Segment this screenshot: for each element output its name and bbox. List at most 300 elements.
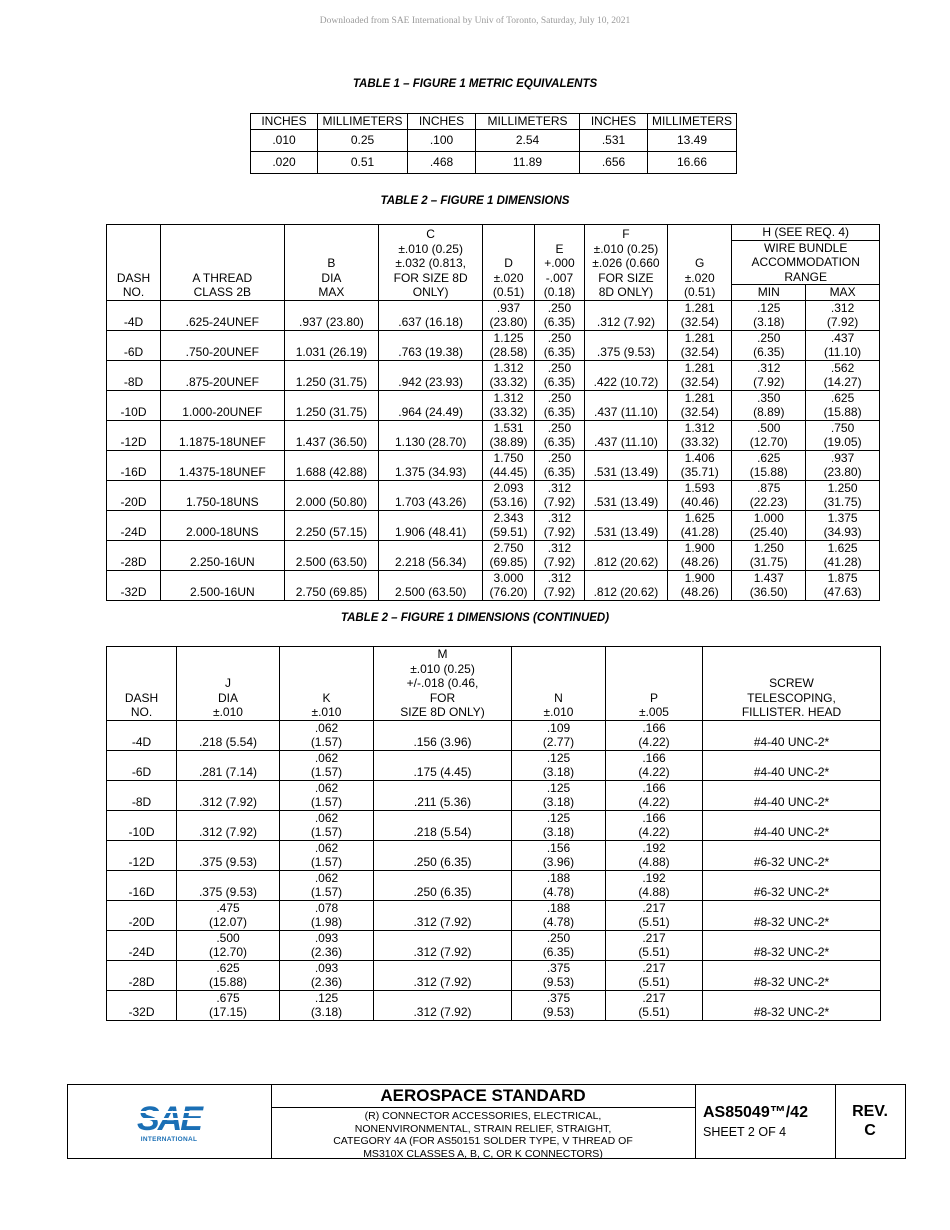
table2-cell-a	[161, 450, 285, 480]
table2-cell-g	[667, 480, 731, 510]
table1-cell: 0.51	[318, 151, 408, 173]
table2-cell-f	[584, 420, 667, 450]
cell-line: .125	[546, 750, 571, 765]
table2-cell-max	[806, 570, 880, 600]
table2-row	[107, 360, 880, 390]
table3-cell-m	[374, 900, 512, 930]
sae-logo-icon	[68, 1085, 271, 1158]
header-line: D	[504, 256, 513, 270]
table3-cell-p	[606, 810, 703, 840]
table2-cell-a	[161, 330, 285, 360]
header-line: ±.005	[639, 705, 669, 719]
table2-row	[107, 570, 880, 600]
table2-cell-dash	[107, 540, 161, 570]
cell-line: .166	[642, 780, 666, 795]
cell-line: (6.35)	[753, 345, 785, 359]
table3-row	[107, 930, 881, 960]
sae-logo-subtext: INTERNATIONAL	[140, 1136, 198, 1143]
cell-line: (25.40)	[749, 525, 788, 539]
table3-cell-k	[280, 930, 374, 960]
header-line: ±.010	[213, 705, 243, 719]
cell-line: (4.22)	[638, 765, 670, 779]
cell-line: (69.85)	[489, 555, 528, 569]
table2-cell-f	[584, 360, 667, 390]
cell-line: 1.900	[684, 540, 715, 555]
table2-cell-dash	[107, 360, 161, 390]
table2-cell-e	[535, 420, 585, 450]
revision-value: C	[864, 1122, 876, 1139]
header-line: FILLISTER. HEAD	[741, 705, 842, 719]
header-line: SIZE 8D ONLY)	[400, 705, 485, 719]
table2-cell-b	[284, 510, 379, 540]
cell-line: .312 (7.92)	[198, 795, 258, 809]
table2-cell-c	[379, 360, 483, 390]
cell-line: .156	[546, 840, 571, 855]
cell-line: 1.1875-18UNEF	[178, 435, 266, 449]
table2-cell-dash	[107, 480, 161, 510]
table2-cell-b	[284, 360, 379, 390]
cell-line: (1.57)	[310, 795, 343, 809]
table3-cell-dash	[107, 960, 177, 990]
cell-line: (22.23)	[749, 495, 788, 509]
header-line: P	[649, 690, 658, 705]
cell-line: 1.125	[493, 330, 524, 345]
table3-cell-m	[374, 720, 512, 750]
cell-line: (76.20)	[489, 585, 528, 599]
cell-line: -8D	[131, 795, 152, 809]
cell-line: .166	[642, 750, 666, 765]
table3-cell-n	[512, 930, 606, 960]
cell-line: .812 (20.62)	[593, 585, 659, 599]
cell-line: .250	[546, 930, 571, 945]
cell-line: .312	[830, 300, 855, 315]
header-line: WIRE BUNDLE	[764, 240, 848, 255]
header-line: NO.	[130, 705, 153, 719]
table2-cell-max	[806, 330, 880, 360]
table2-cell-e	[535, 390, 585, 420]
table2-cell-min	[732, 390, 806, 420]
table2-cell-g	[667, 510, 731, 540]
table2-cell-e	[535, 300, 585, 330]
cell-line: .062	[314, 720, 339, 735]
cell-line: (23.80)	[823, 465, 862, 479]
table3-row	[107, 990, 881, 1020]
cell-line: 1.281	[684, 360, 715, 375]
cell-line: (6.35)	[543, 465, 576, 479]
cell-line: 1.750-18UNS	[185, 495, 259, 509]
cell-line: .437 (11.10)	[594, 405, 658, 419]
cell-line: (53.16)	[489, 495, 528, 509]
header-line: DIA	[321, 270, 342, 285]
table3-cell-p	[606, 720, 703, 750]
cell-line: .625-24UNEF	[185, 315, 260, 329]
cell-line: .875	[757, 480, 781, 495]
table1-cell: 11.89	[476, 151, 580, 173]
cell-line: 1.000	[753, 510, 784, 525]
table3-row	[107, 780, 881, 810]
table2-header-g-dim	[667, 225, 731, 301]
cell-line: .375 (9.53)	[198, 855, 258, 869]
download-watermark: Downloaded from SAE International by Univ of Toronto, Saturday, July 10, 2021	[319, 16, 631, 26]
cell-line: .250	[757, 330, 781, 345]
cell-line: #8-32 UNC-2*	[753, 945, 830, 959]
table2-cell-a	[161, 420, 285, 450]
header-line: C	[426, 227, 435, 241]
table3-cell-j	[177, 720, 280, 750]
table2-cell-d	[483, 300, 535, 330]
table3-cell-p	[606, 990, 703, 1020]
cell-line: .637 (16.18)	[398, 315, 463, 329]
table2-cell-dash	[107, 450, 161, 480]
cell-line: .422 (10.72)	[593, 375, 659, 389]
table2-row	[107, 420, 880, 450]
table2-row	[107, 480, 880, 510]
cell-line: 1.875	[827, 570, 858, 585]
table2-cell-d	[483, 480, 535, 510]
cell-line: .312 (7.92)	[596, 315, 655, 329]
cell-line: (32.54)	[680, 375, 719, 389]
table3-cell-j	[177, 840, 280, 870]
table3-cell-dash	[107, 870, 177, 900]
header-line: DIA	[217, 690, 238, 705]
cell-line: .188	[546, 900, 571, 915]
cell-line: (40.46)	[680, 495, 719, 509]
header-line: (0.51)	[492, 285, 525, 299]
table3-cell-j	[177, 810, 280, 840]
cell-line: .312	[757, 360, 781, 375]
table2-header-f-dim	[584, 225, 667, 301]
cell-line: .964 (24.49)	[398, 405, 463, 419]
cell-line: 1.312	[493, 390, 524, 405]
table3-row	[107, 960, 881, 990]
table3-cell-j	[177, 780, 280, 810]
table2-header-max: MAX	[806, 285, 880, 301]
table2-header-c-dim	[379, 225, 483, 301]
cell-line: .062	[314, 870, 339, 885]
cell-line: (1.57)	[310, 765, 343, 779]
table2-cell-b	[284, 480, 379, 510]
table2-cell-max	[806, 300, 880, 330]
cell-line: 2.000-18UNS	[185, 525, 259, 539]
document-title	[271, 1108, 695, 1160]
cell-line: 1.531	[493, 420, 524, 435]
table2-cell-b	[284, 300, 379, 330]
cell-line: (35.71)	[680, 465, 719, 479]
table3-cell-m	[374, 930, 512, 960]
cell-line: (23.80)	[489, 315, 528, 329]
header-line: TELESCOPING,	[747, 690, 836, 705]
cell-line: 2.000 (50.80)	[295, 495, 368, 509]
cell-line: 1.031 (26.19)	[295, 345, 368, 359]
table2-cell-f	[584, 570, 667, 600]
table2-cell-a	[161, 300, 285, 330]
cell-line: (33.32)	[680, 435, 719, 449]
table2-cell-e	[535, 510, 585, 540]
table2-header-d-dim	[483, 225, 535, 301]
cell-line: 1.900	[684, 570, 715, 585]
cell-line: .375 (9.53)	[596, 345, 655, 359]
table2-cell-c	[379, 420, 483, 450]
cell-line: .312 (7.92)	[413, 1005, 472, 1019]
table1-cell: .531	[580, 129, 648, 151]
cell-line: .250 (6.35)	[413, 885, 472, 899]
table2-cell-max	[806, 480, 880, 510]
cell-line: .562	[830, 360, 855, 375]
table2-cell-d	[483, 450, 535, 480]
table2-cell-d	[483, 570, 535, 600]
cell-line: .175 (4.45)	[413, 765, 472, 779]
table2-header-min: MIN	[732, 285, 806, 301]
table1-cell: .010	[251, 129, 318, 151]
cell-line: 2.093	[493, 480, 524, 495]
cell-line: (7.92)	[826, 315, 859, 329]
table3-cell-j	[177, 990, 280, 1020]
cell-line: .531 (13.49)	[593, 495, 659, 509]
cell-line: 1.375	[827, 510, 858, 525]
cell-line: (1.57)	[310, 735, 343, 749]
table3-caption: TABLE 2 – FIGURE 1 DIMENSIONS (CONTINUED)	[340, 612, 610, 624]
cell-line: -6D	[123, 345, 144, 359]
cell-line: 2.750 (69.85)	[295, 585, 368, 599]
table2-header-dash	[107, 225, 161, 301]
table2-cell-e	[535, 450, 585, 480]
cell-line: -12D	[128, 855, 155, 869]
table1-cell: .100	[408, 129, 476, 151]
cell-line: .188	[546, 870, 571, 885]
cell-line: .500	[216, 930, 240, 945]
header-line: NO.	[122, 285, 145, 299]
cell-line: .531 (13.49)	[593, 525, 659, 539]
header-line: ACCOMMODATION	[751, 255, 860, 269]
header-line: SCREW	[769, 676, 814, 690]
table3-cell-screw	[703, 960, 881, 990]
table3-cell-k	[280, 990, 374, 1020]
header-line: ±.020	[684, 270, 715, 285]
header-line: FOR SIZE	[598, 270, 654, 285]
header-line: MAX	[318, 285, 345, 299]
cell-line: (9.53)	[542, 1005, 575, 1019]
table2-cell-c	[379, 570, 483, 600]
cell-line: (33.32)	[489, 405, 528, 419]
header-line: J	[225, 676, 231, 690]
table2-cell-f	[584, 330, 667, 360]
table2-cell-a	[161, 360, 285, 390]
table2-cell-d	[483, 510, 535, 540]
cell-line: 1.312	[493, 360, 524, 375]
cell-line: 2.500-16UN	[189, 585, 255, 599]
cell-line: (59.51)	[489, 525, 528, 539]
table2-cell-a	[161, 510, 285, 540]
cell-line: .312	[547, 570, 572, 585]
cell-line: 1.437	[753, 570, 784, 585]
table2-cell-max	[806, 540, 880, 570]
table2-header-b-dia	[284, 225, 379, 301]
cell-line: .312 (7.92)	[413, 915, 472, 929]
table3-cell-n	[512, 960, 606, 990]
header-line: A THREAD	[192, 270, 253, 285]
table3-cell-dash	[107, 990, 177, 1020]
table2-row	[107, 300, 880, 330]
cell-line: (3.96)	[542, 855, 575, 869]
table2-cell-c	[379, 300, 483, 330]
table3-header-screw	[703, 647, 881, 721]
cell-line: 1.250 (31.75)	[295, 405, 368, 419]
table3-header-dash	[107, 647, 177, 721]
cell-line: 1.312	[684, 420, 715, 435]
cell-line: 1.250	[827, 480, 858, 495]
table3-cell-k	[280, 960, 374, 990]
cell-line: .062	[314, 840, 339, 855]
table2-cell-e	[535, 540, 585, 570]
cell-line: .475	[216, 900, 240, 915]
cell-line: #4-40 UNC-2*	[753, 825, 830, 839]
cell-line: -24D	[128, 945, 155, 959]
cell-line: .218 (5.54)	[413, 825, 472, 839]
cell-line: (1.57)	[310, 825, 343, 839]
cell-line: 1.703 (43.26)	[394, 495, 467, 509]
cell-line: #4-40 UNC-2*	[753, 765, 830, 779]
cell-line: (5.51)	[638, 975, 670, 989]
cell-line: -32D	[128, 1005, 155, 1019]
cell-line: (48.26)	[680, 555, 719, 569]
table3-cell-dash	[107, 930, 177, 960]
cell-line: .281 (7.14)	[198, 765, 258, 779]
table3-cell-n	[512, 990, 606, 1020]
cell-line: (2.77)	[542, 735, 575, 749]
table2-cell-a	[161, 540, 285, 570]
cell-line: (4.22)	[638, 795, 670, 809]
table3-cell-screw	[703, 930, 881, 960]
cell-line: .250	[547, 420, 572, 435]
cell-line: .312 (7.92)	[413, 945, 472, 959]
table1-cell: 2.54	[476, 129, 580, 151]
cell-line: .062	[314, 810, 339, 825]
cell-line: (3.18)	[542, 825, 575, 839]
cell-line: .093	[314, 960, 339, 975]
table2-cell-c	[379, 480, 483, 510]
table3-cell-screw	[703, 840, 881, 870]
cell-line: (4.88)	[638, 855, 670, 869]
cell-line: (32.54)	[680, 315, 719, 329]
table2-cell-min	[732, 480, 806, 510]
table3-cell-screw	[703, 870, 881, 900]
cell-line: .312	[547, 540, 572, 555]
standard-type: AEROSPACE STANDARD	[271, 1085, 695, 1108]
header-line: ±.010 (0.25)	[410, 661, 475, 676]
header-line: (0.18)	[543, 285, 576, 299]
cell-line: #6-32 UNC-2*	[753, 855, 830, 869]
table3-row	[107, 900, 881, 930]
header-line: DASH	[116, 270, 151, 285]
cell-line: .217	[642, 930, 666, 945]
header-line: +/-.018 (0.46,	[406, 676, 479, 690]
title-line: CATEGORY 4A (FOR AS50151 SOLDER TYPE, V THREAD OF	[333, 1135, 633, 1147]
cell-line: .217	[642, 990, 666, 1005]
table2-cell-min	[732, 570, 806, 600]
table3-cell-dash	[107, 810, 177, 840]
cell-line: 2.343	[493, 510, 524, 525]
table2-cell-d	[483, 360, 535, 390]
cell-line: (36.50)	[749, 585, 788, 599]
cell-line: .078	[314, 900, 339, 915]
cell-line: (1.98)	[310, 915, 343, 929]
cell-line: (3.18)	[542, 795, 575, 809]
cell-line: .942 (23.93)	[398, 375, 463, 389]
table2-cell-c	[379, 330, 483, 360]
table2-cell-e	[535, 480, 585, 510]
cell-line: .125	[546, 780, 571, 795]
cell-line: #4-40 UNC-2*	[753, 735, 830, 749]
header-line: ±.010 (0.25)	[593, 241, 659, 256]
cell-line: (4.78)	[542, 915, 575, 929]
table2-row	[107, 330, 880, 360]
table2-cell-f	[584, 300, 667, 330]
cell-line: 1.4375-18UNEF	[178, 465, 266, 479]
table1-header-cell: INCHES	[408, 114, 476, 130]
table3-header-p	[606, 647, 703, 721]
cell-line: 1.625	[827, 540, 858, 555]
cell-line: (15.88)	[208, 975, 248, 989]
cell-line: .875-20UNEF	[185, 375, 260, 389]
header-line: ±.020	[493, 270, 524, 285]
title-description-cell	[271, 1085, 696, 1158]
cell-line: -8D	[123, 375, 144, 389]
cell-line: (33.32)	[489, 375, 528, 389]
cell-line: .250	[547, 360, 572, 375]
table2-cell-dash	[107, 330, 161, 360]
table2-header-a-thread	[161, 225, 285, 301]
cell-line: .250	[547, 390, 572, 405]
cell-line: (12.70)	[208, 945, 248, 959]
table3-cell-m	[374, 960, 512, 990]
table3-cell-dash	[107, 720, 177, 750]
cell-line: 1.906 (48.41)	[394, 525, 467, 539]
cell-line: (5.51)	[638, 915, 670, 929]
cell-line: (34.93)	[823, 525, 862, 539]
cell-line: (4.78)	[542, 885, 575, 899]
cell-line: .109	[546, 720, 571, 735]
table2-cell-g	[667, 540, 731, 570]
cell-line: .218 (5.54)	[198, 735, 258, 749]
table1-header-row	[251, 114, 737, 130]
cell-line: .350	[757, 390, 781, 405]
cell-line: .375	[546, 990, 571, 1005]
cell-line: .437	[830, 330, 855, 345]
table2-cell-e	[535, 570, 585, 600]
cell-line: (2.36)	[310, 975, 343, 989]
table2-cell-f	[584, 540, 667, 570]
table1-cell: .020	[251, 151, 318, 173]
table2-dimensions	[106, 224, 880, 601]
cell-line: .062	[314, 750, 339, 765]
cell-line: (31.75)	[823, 495, 862, 509]
cell-line: .437 (11.10)	[594, 435, 658, 449]
cell-line: (1.57)	[310, 885, 343, 899]
table3-cell-n	[512, 720, 606, 750]
cell-line: -6D	[131, 765, 152, 779]
cell-line: 1.281	[684, 330, 715, 345]
table3-cell-p	[606, 840, 703, 870]
table2-cell-e	[535, 330, 585, 360]
table3-cell-screw	[703, 900, 881, 930]
cell-line: #6-32 UNC-2*	[753, 885, 830, 899]
table2-cell-max	[806, 390, 880, 420]
cell-line: .375 (9.53)	[198, 885, 258, 899]
table2-cell-g	[667, 360, 731, 390]
table1-row	[251, 151, 737, 173]
table2-cell-b	[284, 570, 379, 600]
table3-cell-k	[280, 900, 374, 930]
